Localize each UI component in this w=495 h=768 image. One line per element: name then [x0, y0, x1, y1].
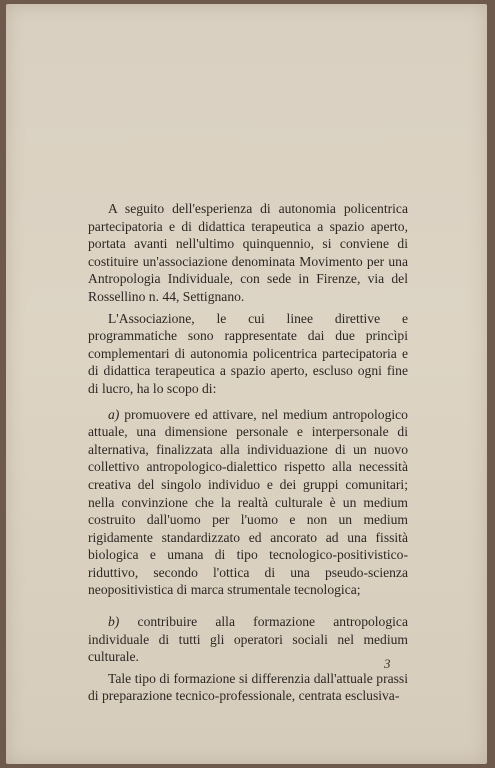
- list-item-a: [88, 406, 408, 600]
- paragraph-association: L'Associazione, le cui linee direttive e programmatiche sono rappresentate dai due princìpi complementari di autonomia policentrica partecipatoria e di didattica terapeutica a spazio aperto, escluso ogni fine di lucro, ha lo scopo di:: [88, 310, 408, 396]
- book-page: [6, 4, 487, 764]
- list-marker-a: a): [108, 406, 120, 422]
- list-text-a: promuovere ed attivare, nel medium antropologico attuale, una dimensione personale e interpersonale di alternativa, finalizzata alla individuazione di un nuovo collettivo antropologico-dialettico rispetto alla necessità creativa del singolo individuo e dei gruppi comunitari; nella convinzione che la realtà culturale è un medium costruito dall'uomo per l'uomo e non un medium rigidamente standardizzato ed ancorato ad una fissità biologica e umana di tipo tecnologico-positivistico-riduttivo, secondo l'ottica di una pseudo-scienza neopositivistica di marca strumentale tecnologica;: [88, 406, 408, 598]
- list-marker-b: b): [108, 614, 120, 630]
- body-text: [88, 200, 408, 709]
- paragraph-intro: A seguito dell'esperienza di autonomia policentrica partecipatoria e di didattica terapeutica a spazio aperto, portata avanti nell'ultimo quinquennio, si conviene di costituire un'associazione denominata Movimento per una Antropologia Individuale, con sede in Firenze, via del Rossellino n. 44, Settignano.: [88, 201, 408, 304]
- paragraph-closing: Tale tipo di formazione si differenzia dall'attuale prassi di preparazione tecnico-professionale, centrata esclusiva-: [88, 670, 408, 704]
- page-number: 3: [384, 656, 391, 671]
- list-item-b: [88, 613, 408, 666]
- list-text-b: contribuire alla formazione antropologica individuale di tutti gli operatori sociali nel medium culturale.: [88, 614, 408, 665]
